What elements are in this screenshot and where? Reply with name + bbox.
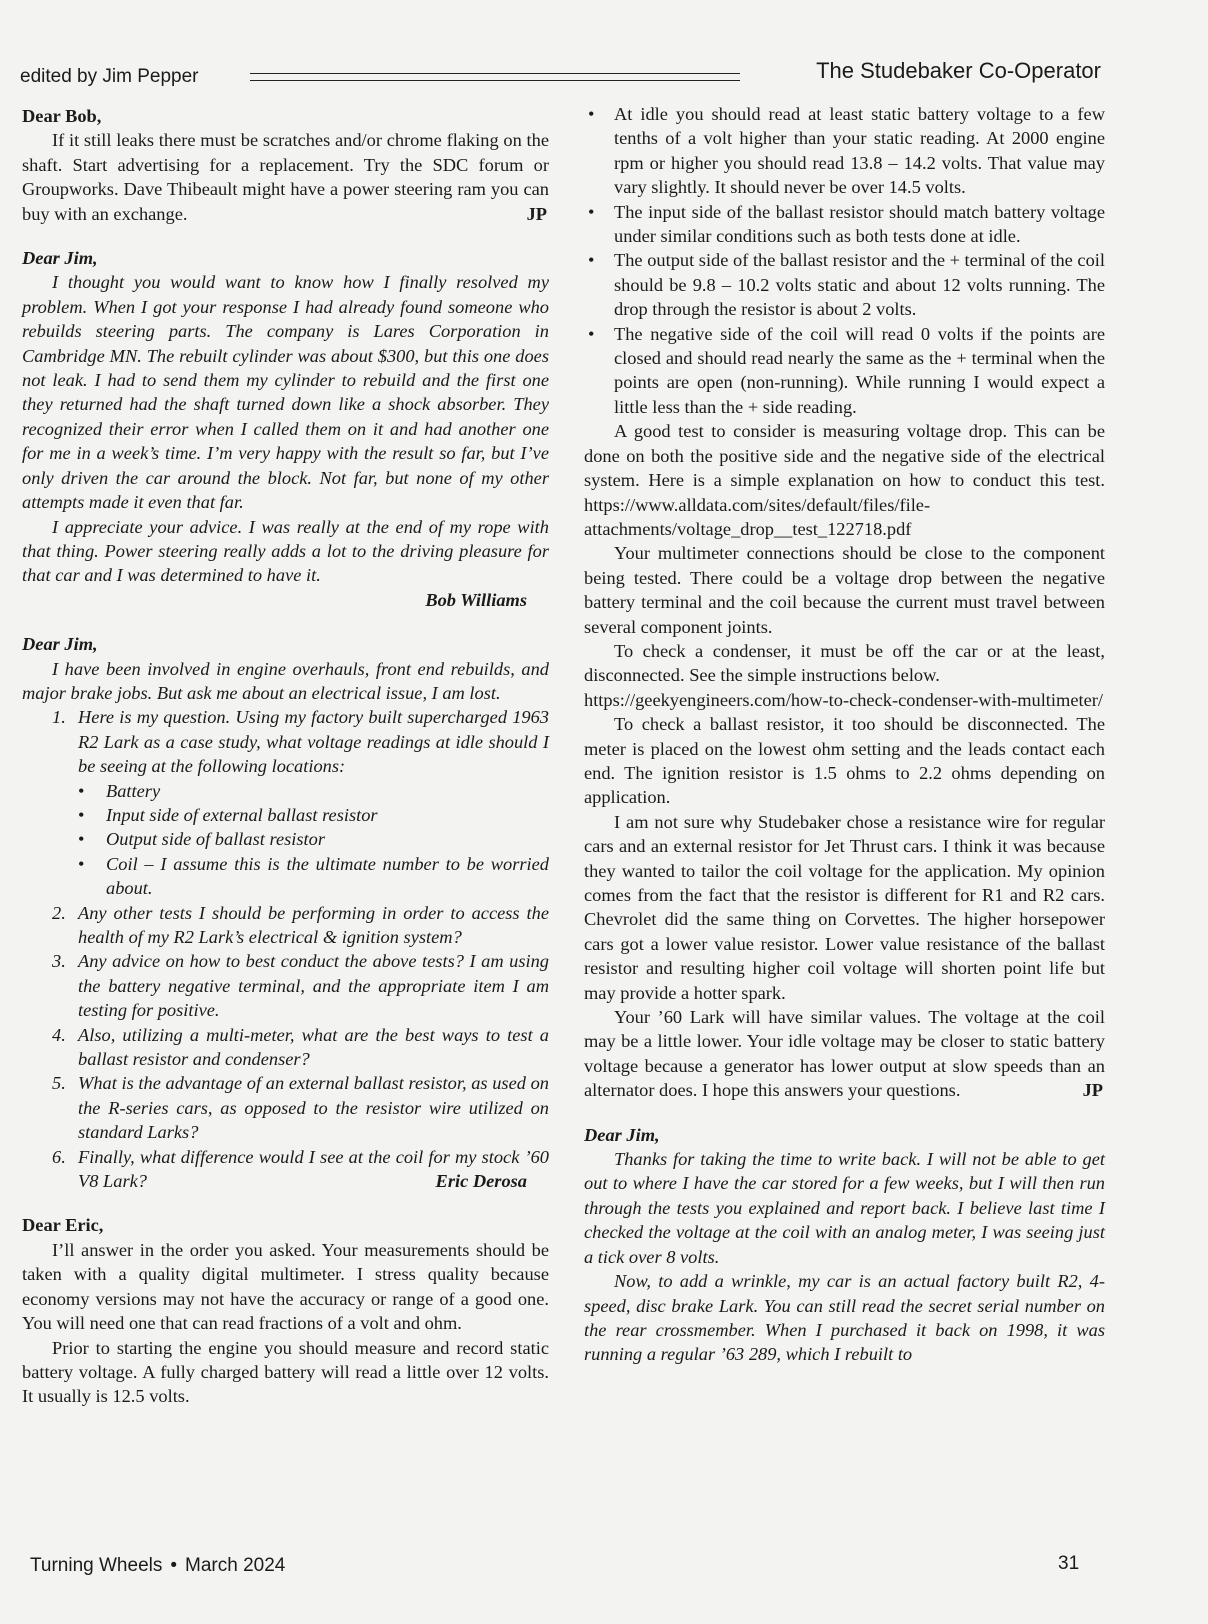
left-column xyxy=(22,104,549,1409)
salutation-dear-jim: Dear Jim, xyxy=(22,634,98,655)
condenser-url: https://geekyengineers.com/how-to-check-condenser-with-multimeter/ xyxy=(584,689,1103,710)
reply-paragraph: Your multimeter connections should be close to the component being tested. There could be a voltage drop between the negative battery terminal and the coil because the current must travel between several component joints. xyxy=(584,543,1105,637)
bullet-item: • The output side of the ballast resistor and the + terminal of the coil should be 9.8 – 10.2 volts static and about 12 volts running. The drop through the resistor is about 2 volts. xyxy=(584,248,1105,321)
location-item: • Battery xyxy=(78,779,549,803)
question-number: 3. xyxy=(52,951,66,972)
question-number: 1. xyxy=(52,707,66,728)
reply-paragraph: I am not sure why Studebaker chose a resistance wire for regular cars and an external resistor for Jet Thrust cars. I think it was because they wanted to tailor the coil voltage for the application. My opinion comes from the fact that the resistor is different for R1 and R2 cars. Chevrolet did the same thing on Corvettes. The higher horsepower cars got a lower value resistor. Lower value resistance of the ballast resistor and resulting higher coil voltage will shorten point life but may provide a hotter spark. xyxy=(584,811,1105,1003)
letter-paragraph: I appreciate your advice. I was really at the end of my rope with that thing. Power steering really adds a lot to the driving pleasure for that car and I was determined to have it. xyxy=(22,516,549,586)
location-item: • Coil – I assume this is the ultimate number to be worried about. xyxy=(78,852,549,901)
question-item xyxy=(22,1145,549,1194)
signature-bob-williams: Bob Williams xyxy=(425,589,527,610)
question-text: Finally, what difference would I see at the coil for my stock ’60 V8 Lark? xyxy=(78,1146,549,1192)
location-item: • Output side of ballast resistor xyxy=(78,827,549,851)
reply-paragraph: A good test to consider is measuring voltage drop. This can be done on both the positive side and the negative side of the electrical system. Here is a simple explanation on how to conduct this test. https://www.alldata.com/sites/default/files/file-attachments/voltage_drop__test_122718.pdf xyxy=(584,421,1105,539)
footer-separator: • xyxy=(170,1555,178,1576)
issue-date: March 2024 xyxy=(185,1555,286,1576)
question-number: 2. xyxy=(52,902,66,923)
question-item xyxy=(22,1071,549,1144)
reply-text: Your ’60 Lark will have similar values. The voltage at the coil may be a little lower. Your idle voltage may be closer to static battery voltage because a generator has lower output at slow speeds than an alternator does. I hope this answers your questions. xyxy=(584,1007,1105,1101)
letter-paragraph: Thanks for taking the time to write back. I will not be able to get out to where I have the car stored for a few weeks, but I will then run through the tests you explained and report back. I believe last time I checked the voltage at the coil with an analog meter, I was seeing just a tick over 8 volts. xyxy=(584,1149,1105,1267)
editor-credit: edited by Jim Pepper xyxy=(20,66,199,87)
question-number: 6. xyxy=(52,1146,66,1167)
signature-eric-derosa: Eric Derosa xyxy=(435,1171,527,1192)
salutation-dear-eric: Dear Eric, xyxy=(22,1215,104,1236)
column-title: The Studebaker Co-Operator xyxy=(816,58,1101,83)
signature-jp: JP xyxy=(526,203,547,224)
question-item xyxy=(22,949,549,1022)
reply-paragraph xyxy=(584,1005,1105,1103)
header-rule xyxy=(250,73,740,81)
magazine-name: Turning Wheels xyxy=(30,1555,163,1576)
question-item xyxy=(22,705,549,900)
question-text: What is the advantage of an external ballast resistor, as used on the R-series cars, as opposed to the resistor wire utilized on standard Larks? xyxy=(78,1073,549,1143)
reply-paragraph: I’ll answer in the order you asked. Your measurements should be taken with a quality digital multimeter. I stress quality because economy versions may not have the accuracy or range of a good one. You will need one that can read fractions of a volt and ohm. xyxy=(22,1239,549,1334)
letter-paragraph: Now, to add a wrinkle, my car is an actual factory built R2, 4-speed, disc brake Lark. You can still read the secret serial number on the rear crossmember. When I purchased it back on 1998, it was running a regular ’63 289, which I rebuilt to xyxy=(584,1271,1105,1365)
right-column xyxy=(584,102,1105,1367)
location-item: • Input side of external ballast resistor xyxy=(78,803,549,827)
reply-paragraph: To check a condenser, it must be off the car or at the least, disconnected. See the simple instructions below. xyxy=(584,640,1105,686)
question-number: 5. xyxy=(52,1073,66,1094)
bullet-item: • At idle you should read at least static battery voltage to a few tenths of a volt higher than your static reading. At 2000 engine rpm or higher you should read 13.8 – 14.2 volts. That value may vary slightly. It should never be over 14.5 volts. xyxy=(584,102,1105,200)
question-text: Any advice on how to best conduct the above tests? I am using the battery negative terminal, and the appropriate item I am testing for positive. xyxy=(78,951,549,1021)
question-item xyxy=(22,1023,549,1072)
reply-text: If it still leaks there must be scratches and/or chrome flaking on the shaft. Start advertising for a replacement. Try the SDC forum or Groupworks. Dave Thibeault might have a power steering ram you can buy with an exchange. xyxy=(22,130,549,224)
salutation-dear-bob: Dear Bob, xyxy=(22,106,102,126)
question-text: Also, utilizing a multi-meter, what are the best ways to test a ballast resistor and condenser? xyxy=(78,1024,549,1070)
question-text: Here is my question. Using my factory built supercharged 1963 R2 Lark as a case study, what voltage readings at idle should I be seeing at the following locations: xyxy=(78,707,549,777)
salutation-dear-jim: Dear Jim, xyxy=(584,1124,660,1145)
voltage-bullet-list xyxy=(584,102,1105,419)
reply-paragraph xyxy=(22,128,549,226)
reply-paragraph: To check a ballast resistor, it too should be disconnected. The meter is placed on the lowest ohm setting and the leads contact each end. The ignition resistor is 1.5 ohms to 2.2 ohms depending on application. xyxy=(584,714,1105,808)
question-list xyxy=(22,705,549,1193)
letter-paragraph: I have been involved in engine overhauls, front end rebuilds, and major brake jobs. But ask me about an electrical issue, I am lost. xyxy=(22,658,549,703)
location-list xyxy=(78,779,549,901)
bullet-item: • The input side of the ballast resistor should match battery voltage under similar conditions such as both tests done at idle. xyxy=(584,200,1105,249)
footer-magazine-issue xyxy=(30,1555,285,1577)
reply-paragraph: Prior to starting the engine you should measure and record static battery voltage. A fully charged battery will read a little over 12 volts. It usually is 12.5 volts. xyxy=(22,1337,549,1407)
bullet-item: • The negative side of the coil will read 0 volts if the points are closed and should read nearly the same as the + terminal when the points are open (non-running). While running I would expect a little less than the + side reading. xyxy=(584,322,1105,420)
question-item xyxy=(22,901,549,950)
letter-paragraph: I thought you would want to know how I finally resolved my problem. When I got your response I had already found someone who rebuilds steering parts. The company is Lares Corporation in Cambridge MN. The rebuilt cylinder was about $300, but this one does not leak. I had to send them my cylinder to rebuild and the first one they returned had the shaft turned down like a shock absorber. They recognized their error when I called them on it and had another one for me in a week’s time. I’m very happy with the result so far, but I’ve only driven the car around the block. Not far, but none of my other attempts made it even that far. xyxy=(22,272,549,513)
signature-jp: JP xyxy=(1082,1080,1103,1101)
page-number: 31 xyxy=(1058,1553,1080,1574)
question-number: 4. xyxy=(52,1024,66,1045)
salutation-dear-jim: Dear Jim, xyxy=(22,248,98,269)
question-text: Any other tests I should be performing in order to access the health of my R2 Lark’s electrical & ignition system? xyxy=(78,902,549,947)
